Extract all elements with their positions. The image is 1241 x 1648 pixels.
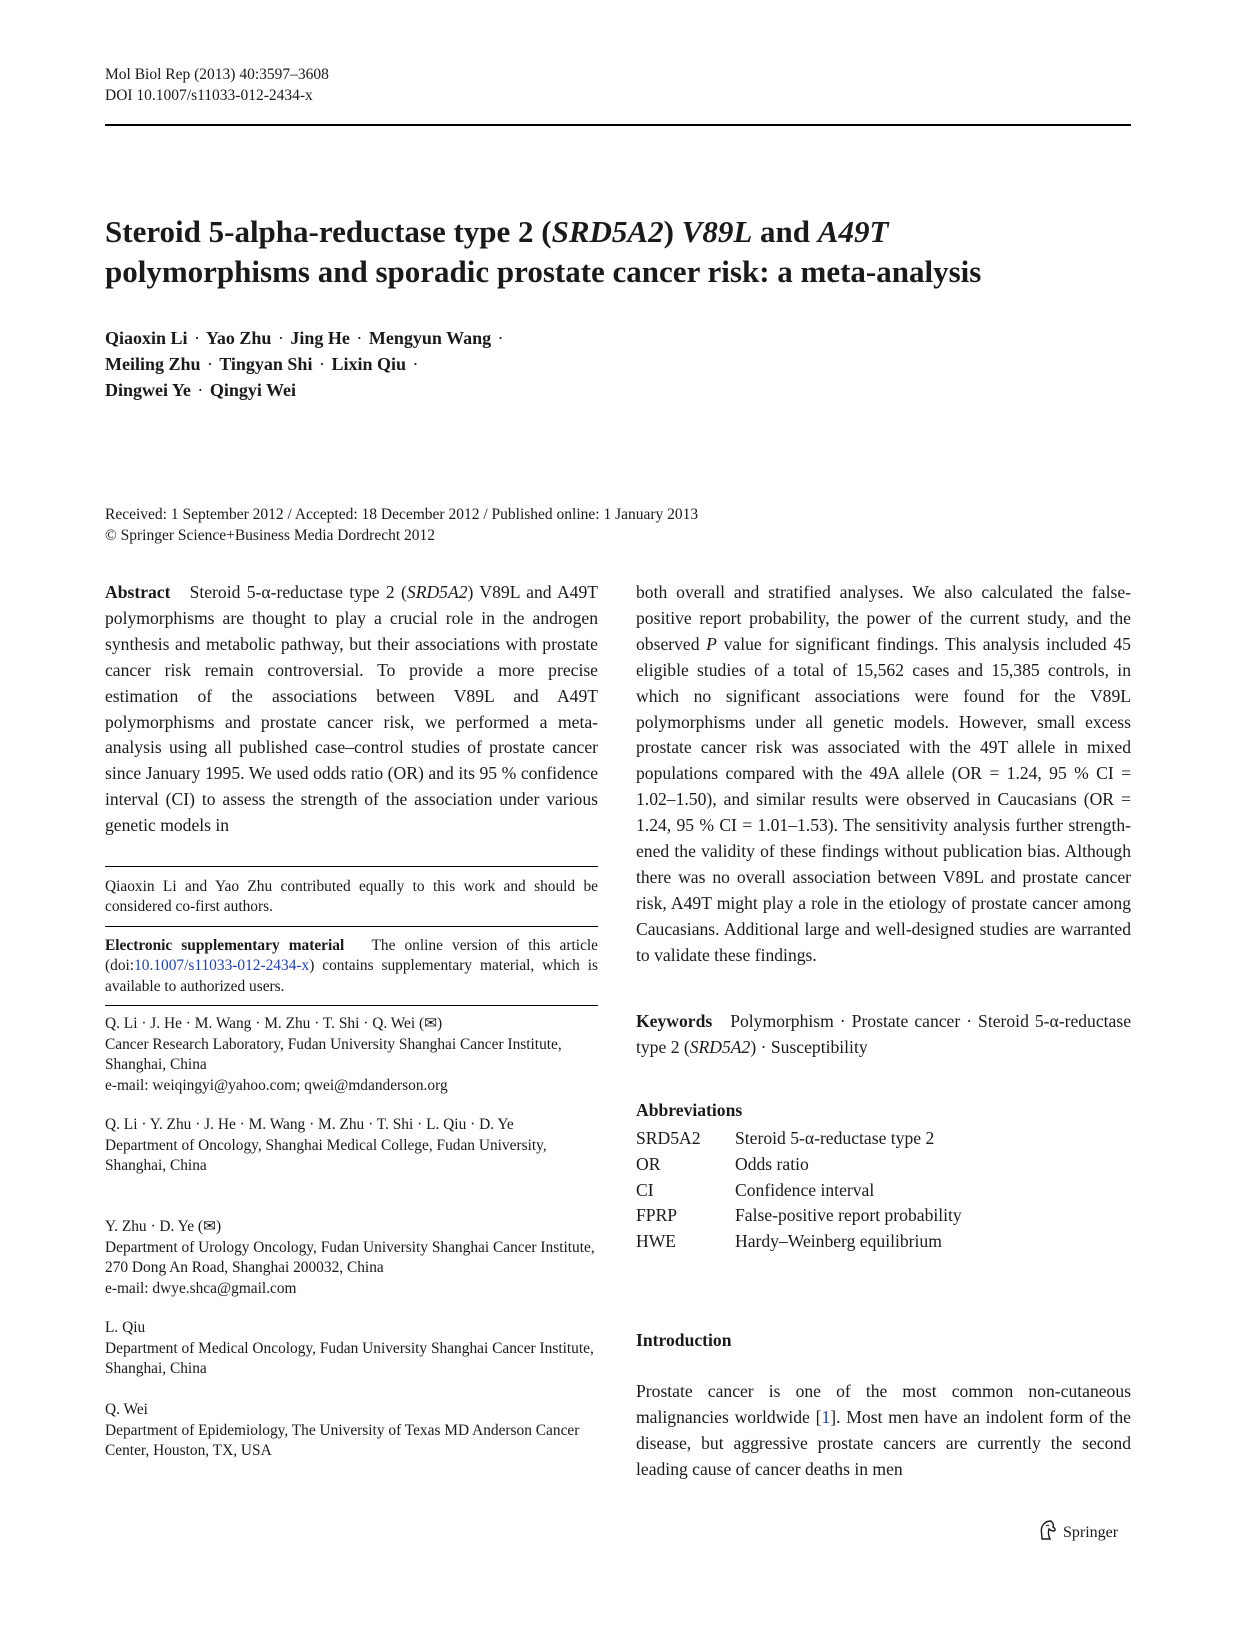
separator: · (277, 328, 284, 348)
abbreviation-row: FPRP False-positive report probability (636, 1205, 962, 1226)
abbreviation-row: SRD5A2 Steroid 5-α-reductase type 2 (636, 1128, 935, 1148)
separator: · (197, 380, 204, 400)
abbreviations-table (636, 1126, 1131, 1255)
separator: · (356, 328, 363, 348)
footnote-divider (105, 1005, 598, 1006)
esm-note: Electronic supplementary material The online version of this article (doi:10.1007/s11033-012-2434-x) contains supplementary material, which is available to authorized users. (105, 937, 599, 995)
author-name: Mengyun Wang (368, 328, 492, 348)
author-name: Yao Zhu (205, 328, 272, 348)
author-name: Jing He (290, 328, 350, 348)
abbreviation-row: HWE Hardy–Weinberg equilibrium (636, 1231, 942, 1252)
cofirst-note: Qiaoxin Li and Yao Zhu contributed equally to this work and should be considered co-first authors. (105, 878, 598, 916)
abstract-right: both overall and stratified analyses. We also calculated the false-positive report probability, the power of the current study, and the observed P value for significant findings. This analysis included 45 eligible studies of a total of 15,562 cases and 15,385 controls, in which no significant associations were found for the V89L polymorphisms under all genetic models. However, small excess prostate cancer risk was associated with the 49T allele in mixed populations compared with the 49A allele (OR = 1.24, 95 % CI = 1.02–1.50), and similar results were observed in Caucasians (OR = 1.24, 95 % CI = 1.01–1.53). The sensitivity analysis further strengthened the validity of these findings without publication bias. Although there was no overall association between V89L and prostate cancer risk, A49T might play a role in the etiology of prostate cancer among Caucasians. Additional large and well-designed studies are warranted to validate these findings. (636, 582, 1131, 965)
abbreviation-row: OR Odds ratio (636, 1153, 809, 1174)
springer-horse-icon (1038, 1519, 1058, 1546)
separator: · (412, 354, 419, 374)
author-name: Tingyan Shi (219, 354, 313, 374)
author-name: Meiling Zhu (105, 354, 201, 374)
author-name: Qingyi Wei (209, 380, 297, 400)
author-name: Qiaoxin Li (105, 328, 188, 348)
separator: · (194, 328, 201, 348)
section-heading-introduction: Introduction (636, 1330, 732, 1350)
affiliation: Q. Li · J. He · M. Wang · M. Zhu · T. Shi · Q. Wei (✉) Cancer Research Laboratory, Fudan University Shanghai Cancer Institute, Shanghai, China e-mail: weiqingyi@yahoo.com; qwei@mdanderson.org (105, 1015, 562, 1094)
abstract-label: Abstract (105, 582, 171, 602)
affiliation: L. Qiu Department of Medical Oncology, Fudan University Shanghai Cancer Institute, Shanghai, China (105, 1319, 594, 1378)
abbreviations-title: Abbreviations (636, 1100, 743, 1120)
keywords: Keywords Polymorphism · Prostate cancer · Steroid 5-α-reductase type 2 (SRD5A2) · Susceptibility (636, 1011, 1132, 1057)
copyright: © Springer Science+Business Media Dordrecht 2012 (105, 527, 436, 544)
citation-link[interactable]: 1 (821, 1406, 831, 1427)
affiliation: Q. Li · Y. Zhu · J. He · M. Wang · M. Zhu · T. Shi · L. Qiu · D. Ye Department of Oncology, Shanghai Medical College, Fudan University, Shanghai, China (105, 1116, 547, 1175)
author-name: Dingwei Ye (105, 380, 191, 400)
journal-citation: Mol Biol Rep (2013) 40:3597–3608 (105, 66, 329, 83)
separator: · (497, 328, 504, 348)
journal-header (105, 64, 329, 106)
separator: · (318, 354, 325, 374)
keywords-label: Keywords (636, 1011, 713, 1031)
article-title: Steroid 5-alpha-reductase type 2 (SRD5A2) V89L and A49T polymorphisms and sporadic prostate cancer risk: a meta-analysis (105, 214, 982, 289)
doi: DOI 10.1007/s11033-012-2434-x (105, 87, 313, 104)
header-divider (105, 124, 1131, 126)
affiliation: Q. Wei Department of Epidemiology, The University of Texas MD Anderson Cancer Center, Houston, TX, USA (105, 1401, 580, 1460)
publication-dates (105, 504, 698, 546)
introduction-text: Prostate cancer is one of the most common non-cutaneous malignancies worldwide [1]. Most men have an indolent form of the disease, but aggressive prostate cancers are currently the second leading cause of cancer deaths in men (636, 1381, 1131, 1479)
footnote-divider (105, 866, 598, 867)
dates-line: Received: 1 September 2012 / Accepted: 18 December 2012 / Published online: 1 January 2013 (105, 506, 699, 523)
abstract-left: Abstract Steroid 5-α-reductase type 2 (SRD5A2) V89L and A49T polymorphisms are thought to play a crucial role in the androgen synthesis and metabolic pathway, but their associations with prostate cancer risk remain controversial. To provide a more precise estimation of the associations between V89L and A49T polymorphisms and prostate cancer risk, we performed a meta-analysis using all published case–control studies of prostate cancer since January 1995. We used odds ratio (OR) and its 95 % confidence interval (CI) to assess the strength of the association under various genetic models in (105, 582, 598, 836)
publisher-logo (1038, 1519, 1118, 1546)
separator: · (207, 354, 214, 374)
esm-doi-link[interactable]: 10.1007/s11033-012-2434-x (134, 957, 310, 975)
abbreviation-row: CI Confidence interval (636, 1179, 875, 1200)
author-list (105, 325, 805, 403)
footnote-divider (105, 926, 598, 927)
publisher-name: Springer (1063, 1523, 1119, 1541)
author-name: Lixin Qiu (331, 354, 406, 374)
affiliation: Y. Zhu · D. Ye (✉) Department of Urology Oncology, Fudan University Shanghai Cancer Institute, 270 Dong An Road, Shanghai 200032, China e-mail: dwye.shca@gmail.com (105, 1218, 595, 1297)
